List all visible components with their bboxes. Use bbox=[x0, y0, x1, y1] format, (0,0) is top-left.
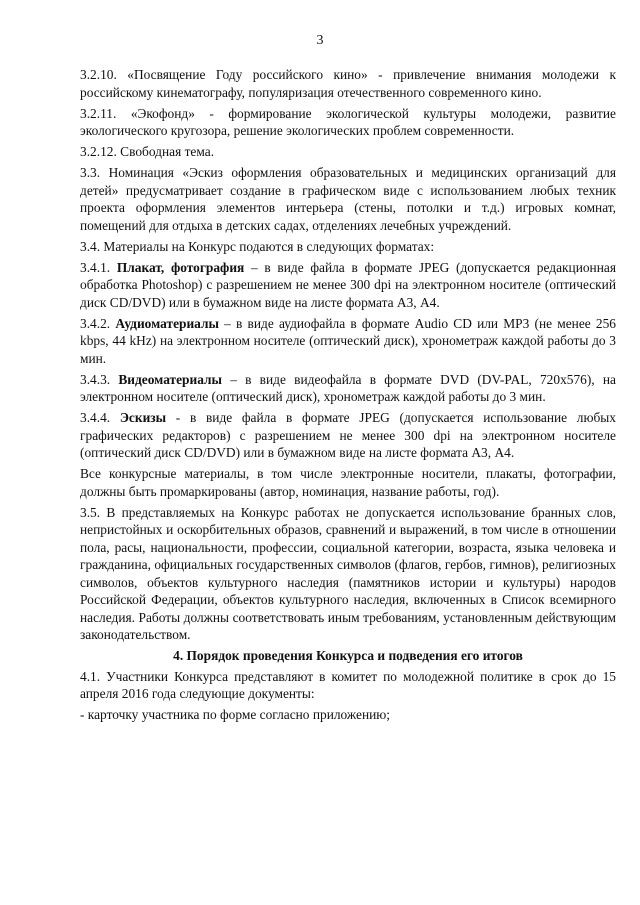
format-title: Видеоматериалы bbox=[118, 371, 223, 387]
format-item-sketch bbox=[80, 409, 616, 462]
format-number: 3.4.3. bbox=[80, 371, 111, 387]
format-title: Аудиоматериалы bbox=[115, 315, 219, 331]
format-number: 3.4.4. bbox=[80, 410, 111, 425]
paragraph-3-2-12: 3.2.12. Свободная тема. bbox=[80, 144, 215, 159]
page-number: 3 bbox=[316, 33, 324, 48]
format-item-video bbox=[80, 371, 616, 406]
paragraph-3-2-11: 3.2.11. «Экофонд» - формирование экологической культуры молодежи, развитие экологического кругозора, решение экологических проблем современности. bbox=[80, 105, 616, 138]
format-item-poster bbox=[80, 259, 616, 312]
document-body bbox=[80, 66, 616, 727]
format-description: – в виде файла в формате JPEG (допускается редакционная обработка Photoshop) с разрешением не менее 300 dpi на электронном носителе (оптический диск CD/DVD) или в бумажном виде на листе формата А3, А4. bbox=[80, 259, 616, 310]
paragraph-marking: Все конкурсные материалы, в том числе электронные носители, плакаты, фотографии, должны быть промаркированы (автор, номинация, название работы, год). bbox=[80, 466, 616, 499]
section-4-heading: 4. Порядок проведения Конкурса и подведения его итогов bbox=[173, 648, 523, 663]
format-description: - в виде файла в формате JPEG (допускается использование любых графических редакторов) с разрешением не менее 300 dpi на электронном носителе (оптический диск CD/DVD) или в бумажном виде на листе формата А3, А4. bbox=[80, 410, 616, 460]
format-number: 3.4.1. bbox=[80, 259, 111, 275]
format-item-audio bbox=[80, 315, 616, 368]
format-description: – в виде видеофайла в формате DVD (DV-PAL, 720x576), на электронном носителе (оптический диск), хронометраж каждой работы до 3 мин. bbox=[80, 371, 616, 404]
paragraph-3-5: 3.5. В представляемых на Конкурс работах не допускается использование бранных слов, непристойных и оскорбительных образов, сравнений и выражений, в том числе в отношении пола, расы, национальности, профессии, социальной категории, возраста, языка человека и гражданина, официальных государственных символов (флагов, гербов, гимнов), религиозных символов, объектов культурного наследия (памятников истории и культуры) народов Российской Федерации, объектов культурного наследия, включенных в Список всемирного наследия. Работы должны соответствовать иным требованиям, установленным действующим законодательством. bbox=[80, 504, 616, 642]
format-description: – в виде аудиофайла в формате Audio CD или MP3 (не менее 256 kbps, 44 kHz) на электронном носителе (оптический диск), хронометраж каждой работы до 3 мин. bbox=[80, 315, 616, 366]
paragraph-3-4: 3.4. Материалы на Конкурс подаются в следующих форматах: bbox=[80, 238, 435, 254]
paragraph-3-2-10: 3.2.10. «Посвящение Году российского кино» - привлечение внимания молодежи к российскому кинематографу, популяризация отечественного современного кино. bbox=[80, 67, 616, 100]
format-title: Плакат, фотография bbox=[116, 259, 245, 275]
format-number: 3.4.2. bbox=[80, 315, 111, 331]
paragraph-3-3: 3.3. Номинация «Эскиз оформления образовательных и медицинских организаций для детей» предусматривает создание в графическом виде с использованием любых техник проекта оформления элементов интерьера (стены, потолки и т.д.) игровых комнат, помещений для отдыха в детских садах, отделениях лечебных учреждений. bbox=[80, 165, 616, 233]
format-title: Эскизы bbox=[119, 410, 167, 425]
paragraph-4-1: 4.1. Участники Конкурса представляют в комитет по молодежной политике в срок до 15 апреля 2016 года следующие документы: bbox=[80, 668, 616, 701]
list-item-participant-card: - карточку участника по форме согласно приложению; bbox=[80, 707, 390, 722]
